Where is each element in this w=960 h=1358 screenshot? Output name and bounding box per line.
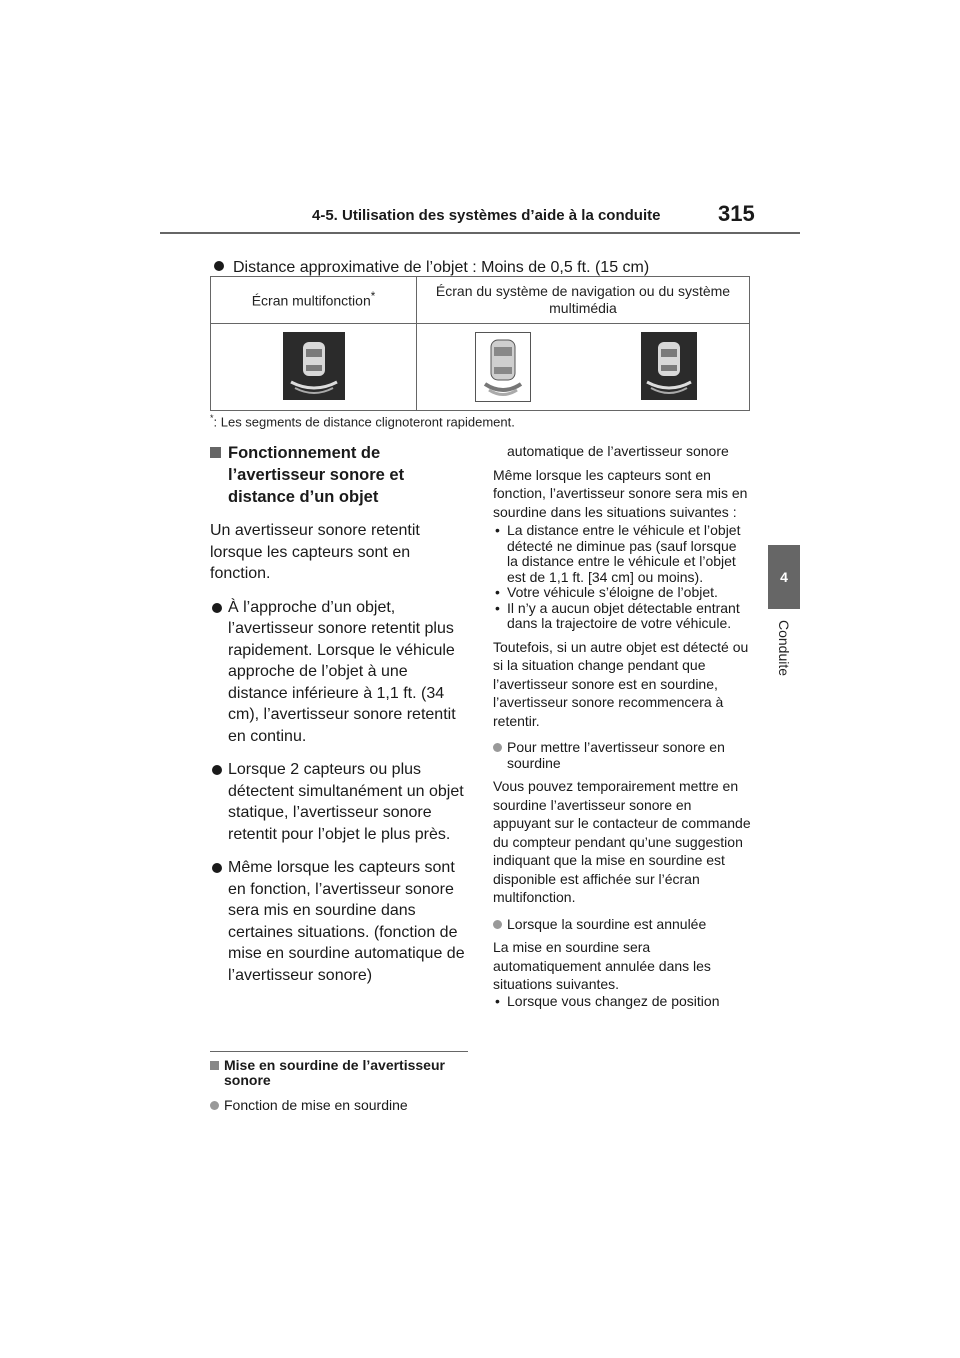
sub-bullet: Lorsque la sourdine est annulée [493, 917, 751, 933]
left-subsection [210, 1058, 468, 1114]
sub-bullet: Pour mettre l’avertisseur sonore en sourdine [493, 740, 751, 771]
bullet-dot-icon [212, 863, 222, 873]
situation-list [493, 523, 751, 632]
chapter-number: 4 [780, 569, 788, 585]
grey-dot-icon [493, 920, 502, 929]
right-column [493, 444, 751, 1009]
table-header-navigation: Écran du système de navigation ou du système multimédia [417, 277, 750, 324]
chapter-label: Conduite [776, 620, 792, 677]
grey-dot-icon [493, 743, 502, 752]
grey-dot-icon [210, 1101, 219, 1110]
multimedia-display-image [641, 332, 697, 400]
header-rule [160, 232, 800, 234]
bullet-dot-icon [214, 261, 224, 271]
list-item: Même lorsque les capteurs sont en fonction, l’avertisseur sonore sera mis en sourdine dans certaines situations. (fonction de mise en sourdine automatique de l’avertisseur sonore) [210, 857, 468, 986]
subsection-title: Mise en sourdine de l’avertisseur sonore [210, 1058, 468, 1088]
table-header-multifunction: Écran multifonction* [211, 277, 417, 324]
section-square-icon [210, 447, 221, 458]
table-cell-multifunction-image [211, 324, 417, 411]
subsection-square-icon [210, 1061, 219, 1070]
multifunction-display-image [283, 332, 345, 400]
page-number: 315 [718, 201, 755, 226]
bullet-dot-icon [212, 603, 222, 613]
paragraph: La mise en sourdine sera automatiquement annulée dans les situations suivantes. [493, 939, 711, 992]
navigation-display-image [475, 332, 531, 402]
bullet-dot-icon [212, 765, 222, 775]
intro-paragraph: Un avertisseur sonore retentit lorsque les capteurs sont en fonction. [210, 522, 420, 582]
list-item: • Votre véhicule s’éloigne de l’objet. [493, 585, 751, 601]
sub-bullet: Fonction de mise en sourdine [210, 1098, 468, 1114]
display-table [210, 276, 750, 411]
section-title: Fonctionnement de l’avertisseur sonore et distance d’un objet [210, 442, 468, 508]
paragraph: Même lorsque les capteurs sont en fonction, l’avertisseur sonore sera mis en sourdine dans les situations suivantes : [493, 466, 748, 520]
running-header: 4-5. Utilisation des systèmes d’aide à la conduite [312, 207, 661, 224]
subsection-rule [210, 1051, 468, 1052]
chapter-tab [768, 545, 800, 609]
list-item: • La distance entre le véhicule et l’objet détecté ne diminue pas (sauf lorsque la distance entre le véhicule et l’objet est de 1,1 ft. [34 cm] ou moins). [493, 523, 751, 585]
list-item: À l’approche d’un objet, l’avertisseur sonore retentit plus rapidement. Lorsque le véhicule approche de l’objet à une distance inférieure à 1,1 ft. (34 cm), l’avertisseur sonore retentit en continu. [210, 597, 468, 748]
list-item: • Lorsque vous changez de position [493, 994, 751, 1010]
top-bullet-text: Distance approximative de l’objet : Moins de 0,5 ft. (15 cm) [233, 259, 650, 276]
list-item: • Il n’y a aucun objet détectable entrant dans la trajectoire de votre véhicule. [493, 601, 751, 632]
top-bullet [214, 259, 649, 277]
paragraph: Vous pouvez temporairement mettre en sourdine l’avertisseur sonore en appuyant sur le contacteur de commande du compteur pendant qu’une suggestion indiquant que la mise en sourdine est disponible est affichée sur l’écran multifonction. [493, 778, 751, 905]
paragraph: Toutefois, si un autre objet est détecté ou si la situation change pendant que l’avertisseur sonore est en sourdine, l’avertisseur sonore recommencera à retentir. [493, 638, 749, 729]
table-cell-navigation-images [417, 324, 750, 411]
left-column [210, 442, 468, 986]
table-footnote: *: Les segments de distance clignoteront rapidement. [210, 413, 515, 430]
list-item: Lorsque 2 capteurs ou plus détectent simultanément un objet statique, l’avertisseur sonore retentit pour l’objet le plus près. [210, 759, 468, 845]
continuation-text: automatique de l’avertisseur sonore [507, 443, 729, 459]
chapter-label-box [772, 620, 796, 700]
